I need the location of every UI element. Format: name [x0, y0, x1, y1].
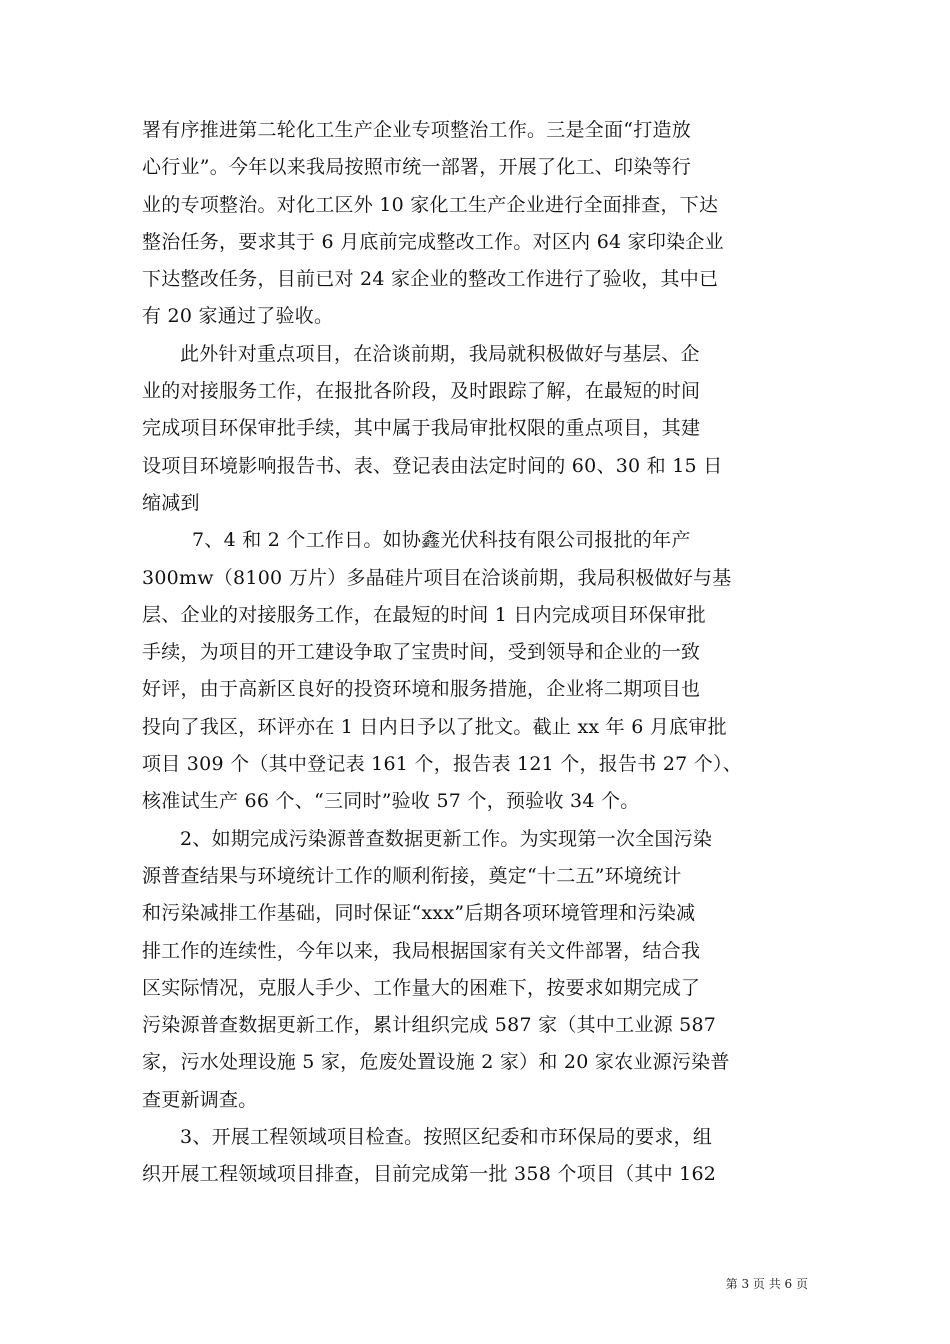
text-line: 查更新调查。	[142, 1088, 258, 1111]
text-line: 署有序推进第二轮化工生产企业专项整治工作。三是全面“打造放	[142, 119, 691, 141]
document-body	[142, 112, 810, 1194]
text-line: 织开展工程领域项目排查，目前完成第一批 358 个项目（其中 162	[142, 1163, 717, 1186]
text-line: 核准试生产 66 个、“三同时”验收 57 个，预验收 34 个。	[142, 790, 640, 813]
text-line: 整治任务，要求其于 6 月底前完成整改工作。对区内 64 家印染企业	[142, 230, 724, 253]
text-line: 设项目环境影响报告书、表、登记表由法定时间的 60、30 和 15 日	[142, 454, 723, 477]
text-line: 7、4 和 2 个工作日。如协鑫光伏科技有限公司报批的年产	[192, 529, 691, 552]
text-line: 此外针对重点项目，在洽谈前期，我局就积极做好与基层、企	[180, 342, 700, 365]
paragraph	[142, 1119, 810, 1194]
text-line: 区实际情况，克服人手少、工作量大的困难下，按要求如期完成了	[142, 976, 701, 999]
text-line: 源普查结果与环境统计工作的顺利衔接，奠定“十二五”环境统计	[142, 864, 682, 887]
text-line: 心行业”。今年以来我局按照市统一部署，开展了化工、印染等行	[142, 156, 691, 179]
text-line: 层、企业的对接服务工作，在最短的时间 1 日内完成项目环保审批	[142, 603, 706, 626]
paragraph	[142, 112, 810, 336]
text-line: 完成项目环保审批手续，其中属于我局审批权限的重点项目，其建	[142, 417, 701, 440]
text-line: 业的对接服务工作，在报批各阶段，及时跟踪了解，在最短的时间	[142, 380, 701, 403]
text-line: 业的专项整治。对化工区外 10 家化工生产企业进行全面排查，下达	[142, 193, 719, 216]
text-line: 污染源普查数据更新工作，累计组织完成 587 家（其中工业源 587	[142, 1014, 717, 1037]
text-line: 家，污水处理设施 5 家，危废处置设施 2 家）和 20 家农业源污染普	[142, 1051, 730, 1074]
text-line: 2、如期完成污染源普查数据更新工作。为实现第一次全国污染	[180, 827, 713, 850]
text-line: 有 20 家通过了验收。	[142, 305, 334, 328]
page-number-footer: 第 3 页 共 6 页	[725, 1277, 808, 1291]
text-line: 缩减到	[142, 491, 200, 514]
text-line: 3、开展工程领域项目检查。按照区纪委和市环保局的要求，组	[180, 1126, 713, 1149]
text-line: 排工作的连续性，今年以来，我局根据国家有关文件部署，结合我	[142, 939, 701, 962]
text-line: 项目 309 个（其中登记表 161 个，报告表 121 个，报告书 27 个）、	[142, 753, 743, 776]
paragraph	[142, 522, 810, 820]
text-line: 手续，为项目的开工建设争取了宝贵时间，受到领导和企业的一致	[142, 641, 701, 664]
text-line: 300mw（8100 万片）多晶硅片项目在洽谈前期，我局积极做好与基	[142, 566, 732, 589]
text-line: 好评，由于高新区良好的投资环境和服务措施，企业将二期项目也	[142, 678, 701, 701]
paragraph	[142, 821, 810, 1119]
text-line: 和污染减排工作基础，同时保证“xxx”后期各项环境管理和污染减	[142, 902, 696, 925]
paragraph	[142, 336, 810, 522]
text-line: 投向了我区，环评亦在 1 日内日予以了批文。截止 xx 年 6 月底审批	[142, 715, 727, 738]
text-line: 下达整改任务，目前已对 24 家企业的整改工作进行了验收，其中已	[142, 268, 719, 291]
